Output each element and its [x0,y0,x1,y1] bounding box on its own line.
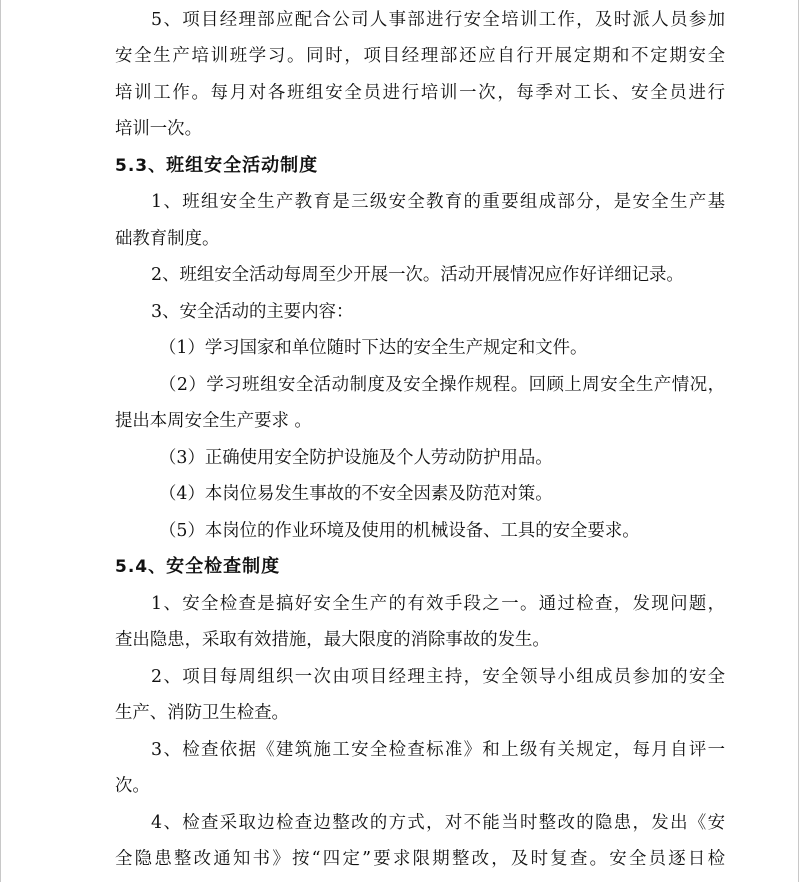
paragraph-line: 3、安全活动的主要内容： [151,301,354,322]
paragraph-line: 查出隐患，采取有效措施，最大限度的消除事故的发生。 [115,630,550,650]
list-item-line: （4）本岗位易发生事故的不安全因素及防范对策。 [159,484,553,504]
paragraph-line: 安全生产培训班学习。同时，项目经理部还应自行开展定期和不定期安全 [115,46,725,66]
section-number: 5.3、 [115,155,167,176]
paragraph-line: 1、班组安全生产教育是三级安全教育的重要组成部分，是安全生产基 [151,192,725,212]
paragraph-line: 2、项目每周组织一次由项目经理主持，安全领导小组成员参加的安全 [151,666,725,687]
section-title: 安全检查制度 [166,556,281,577]
section-heading-5-3 [115,148,725,185]
section-number: 5.4、 [115,557,167,577]
list-item-line: 提出本周安全生产要求 。 [115,411,312,431]
document-page [115,0,725,878]
page-border-left [0,0,1,882]
paragraph-line: 础教育制度。 [115,228,220,249]
section-heading-5-4 [115,549,725,586]
paragraph-line: 培训工作。每月对各班组安全员进行培训一次，每季对工长、安全员进行 [115,82,725,103]
paragraph-line: 次。 [115,776,150,796]
paragraph-line: 5、项目经理部应配合公司人事部进行安全培训工作，及时派人员参加 [151,10,725,30]
paragraph-line: 4、检查采取边检查边整改的方式，对不能当时整改的隐患，发出《安 [151,812,725,833]
paragraph-line: 1、安全检查是搞好安全生产的有效手段之一。通过检查，发现问题， [151,593,725,614]
list-item-line: （3）正确使用安全防护设施及个人劳动防护用品。 [159,447,553,468]
paragraph-line: 培训一次。 [115,119,202,139]
list-item-line: （2）学习班组安全活动制度及安全操作规程。回顾上周安全生产情况， [159,374,725,395]
list-item-line: （1）学习国家和单位随时下达的安全生产规定和文件。 [159,338,588,358]
paragraph-line: 全隐患整改通知书》按“四定”要求限期整改，及时复查。安全员逐日检 [115,849,725,869]
list-item-line: （5）本岗位的作业环境及使用的机械设备、工具的安全要求。 [159,520,640,541]
paragraph-line: 2、班组安全活动每周至少开展一次。活动开展情况应作好详细记录。 [151,265,684,285]
section-title: 班组安全活动制度 [166,154,319,176]
paragraph-line: 3、检查依据《建筑施工安全检查标准》和上级有关规定，每月自评一 [151,739,725,760]
paragraph-line: 生产、消防卫生检查。 [115,703,289,723]
